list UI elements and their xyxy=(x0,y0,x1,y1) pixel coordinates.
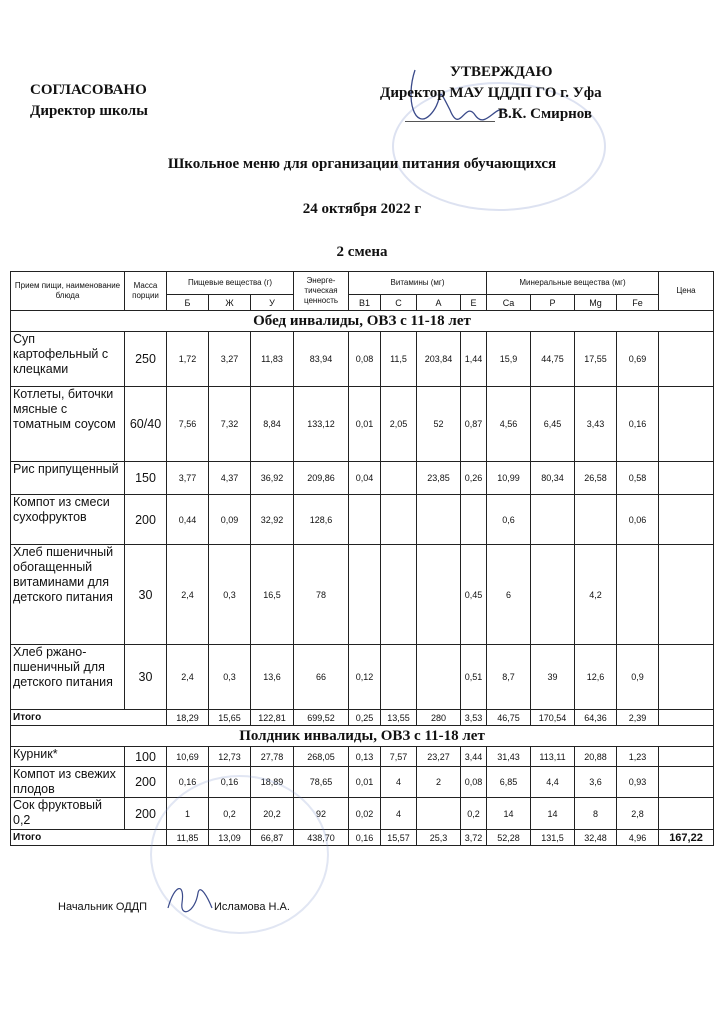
table-row xyxy=(11,462,714,495)
cell-zh: 12,73 xyxy=(209,747,251,767)
total-zh: 13,09 xyxy=(209,830,251,846)
cell-zh: 3,27 xyxy=(209,332,251,387)
cell-zh: 4,37 xyxy=(209,462,251,495)
dish-name: Рис припущенный xyxy=(11,462,125,495)
total-fe: 4,96 xyxy=(617,830,659,846)
table-row xyxy=(11,332,714,387)
table-row xyxy=(11,645,714,710)
cell-fe: 0,93 xyxy=(617,767,659,798)
cell-c: 4 xyxy=(381,798,417,830)
cell-fe: 0,06 xyxy=(617,495,659,545)
footer-name: Исламова Н.А. xyxy=(214,901,290,913)
cell-b: 2,4 xyxy=(167,545,209,645)
total-u: 122,81 xyxy=(251,710,294,726)
header-b: Б xyxy=(167,295,209,311)
cell-p xyxy=(531,495,575,545)
cell-c: 2,05 xyxy=(381,387,417,462)
approval-left-position: Директор школы xyxy=(30,103,148,119)
cell-p: 39 xyxy=(531,645,575,710)
cell-c xyxy=(381,462,417,495)
cell-a: 203,84 xyxy=(417,332,461,387)
cell-ca: 31,43 xyxy=(487,747,531,767)
cell-u: 8,84 xyxy=(251,387,294,462)
cell-energy: 128,6 xyxy=(294,495,349,545)
cell-b: 10,69 xyxy=(167,747,209,767)
cell-b1: 0,12 xyxy=(349,645,381,710)
cell-e: 3,44 xyxy=(461,747,487,767)
header-price: Цена xyxy=(659,272,714,311)
signature-head xyxy=(160,878,220,928)
cell-b1: 0,04 xyxy=(349,462,381,495)
cell-fe xyxy=(617,545,659,645)
cell-price xyxy=(659,767,714,798)
cell-mg xyxy=(575,495,617,545)
cell-a: 2 xyxy=(417,767,461,798)
cell-c xyxy=(381,495,417,545)
cell-price xyxy=(659,462,714,495)
total-ca: 52,28 xyxy=(487,830,531,846)
cell-price xyxy=(659,798,714,830)
total-row xyxy=(11,830,714,846)
cell-energy: 78 xyxy=(294,545,349,645)
cell-p: 113,11 xyxy=(531,747,575,767)
total-energy: 699,52 xyxy=(294,710,349,726)
dish-name: Хлеб ржано-пшеничный для детского питания xyxy=(11,645,125,710)
total-p: 170,54 xyxy=(531,710,575,726)
cell-u: 36,92 xyxy=(251,462,294,495)
cell-b1 xyxy=(349,495,381,545)
approval-right-name: В.К. Смирнов xyxy=(498,106,593,122)
cell-mg: 4,2 xyxy=(575,545,617,645)
cell-a xyxy=(417,495,461,545)
cell-fe: 0,9 xyxy=(617,645,659,710)
header-ca: Ca xyxy=(487,295,531,311)
cell-u: 16,5 xyxy=(251,545,294,645)
total-b1: 0,16 xyxy=(349,830,381,846)
approval-left xyxy=(30,80,148,122)
cell-fe: 1,23 xyxy=(617,747,659,767)
cell-e: 0,87 xyxy=(461,387,487,462)
cell-e: 1,44 xyxy=(461,332,487,387)
cell-p xyxy=(531,545,575,645)
total-row xyxy=(11,710,714,726)
total-mg: 64,36 xyxy=(575,710,617,726)
cell-a: 23,85 xyxy=(417,462,461,495)
cell-u: 11,83 xyxy=(251,332,294,387)
cell-mg: 17,55 xyxy=(575,332,617,387)
total-zh: 15,65 xyxy=(209,710,251,726)
portion-mass: 200 xyxy=(125,495,167,545)
portion-mass: 200 xyxy=(125,767,167,798)
header-mg: Mg xyxy=(575,295,617,311)
header-b1: В1 xyxy=(349,295,381,311)
table-row xyxy=(11,747,714,767)
cell-zh: 0,16 xyxy=(209,767,251,798)
table-row xyxy=(11,495,714,545)
portion-mass: 200 xyxy=(125,798,167,830)
total-b: 11,85 xyxy=(167,830,209,846)
menu-table xyxy=(10,271,714,846)
total-e: 3,72 xyxy=(461,830,487,846)
total-p: 131,5 xyxy=(531,830,575,846)
cell-price xyxy=(659,332,714,387)
portion-mass: 250 xyxy=(125,332,167,387)
cell-energy: 66 xyxy=(294,645,349,710)
cell-fe: 0,16 xyxy=(617,387,659,462)
header-minerals: Минеральные вещества (мг) xyxy=(487,272,659,295)
cell-b: 1 xyxy=(167,798,209,830)
cell-b: 0,16 xyxy=(167,767,209,798)
cell-price xyxy=(659,645,714,710)
cell-p: 4,4 xyxy=(531,767,575,798)
cell-c: 7,57 xyxy=(381,747,417,767)
cell-ca: 14 xyxy=(487,798,531,830)
total-b: 18,29 xyxy=(167,710,209,726)
cell-b1 xyxy=(349,545,381,645)
cell-zh: 7,32 xyxy=(209,387,251,462)
cell-a: 23,27 xyxy=(417,747,461,767)
cell-fe: 0,58 xyxy=(617,462,659,495)
dish-name: Курник* xyxy=(11,747,125,767)
cell-c xyxy=(381,545,417,645)
header-c: С xyxy=(381,295,417,311)
cell-b: 0,44 xyxy=(167,495,209,545)
cell-p: 44,75 xyxy=(531,332,575,387)
cell-u: 13,6 xyxy=(251,645,294,710)
cell-ca: 10,99 xyxy=(487,462,531,495)
cell-energy: 92 xyxy=(294,798,349,830)
cell-a: 52 xyxy=(417,387,461,462)
dish-name: Сок фруктовый 0,2 xyxy=(11,798,125,830)
table-row xyxy=(11,767,714,798)
cell-mg: 8 xyxy=(575,798,617,830)
cell-e: 0,26 xyxy=(461,462,487,495)
cell-b: 3,77 xyxy=(167,462,209,495)
cell-p: 14 xyxy=(531,798,575,830)
total-e: 3,53 xyxy=(461,710,487,726)
cell-e: 0,2 xyxy=(461,798,487,830)
cell-b: 2,4 xyxy=(167,645,209,710)
total-fe: 2,39 xyxy=(617,710,659,726)
approval-right-position: Директор МАУ ЦДДП ГО г. Уфа xyxy=(380,85,602,101)
cell-a xyxy=(417,645,461,710)
cell-zh: 0,2 xyxy=(209,798,251,830)
portion-mass: 30 xyxy=(125,645,167,710)
cell-b1: 0,01 xyxy=(349,387,381,462)
menu-date: 24 октября 2022 г xyxy=(302,201,422,217)
cell-b: 1,72 xyxy=(167,332,209,387)
cell-zh: 0,3 xyxy=(209,645,251,710)
total-energy: 438,70 xyxy=(294,830,349,846)
cell-energy: 268,05 xyxy=(294,747,349,767)
cell-u: 18,89 xyxy=(251,767,294,798)
dish-name: Компот из свежих плодов xyxy=(11,767,125,798)
portion-mass: 100 xyxy=(125,747,167,767)
cell-p: 80,34 xyxy=(531,462,575,495)
table-row xyxy=(11,545,714,645)
cell-e: 0,45 xyxy=(461,545,487,645)
cell-ca: 6,85 xyxy=(487,767,531,798)
cell-b1: 0,02 xyxy=(349,798,381,830)
cell-u: 20,2 xyxy=(251,798,294,830)
cell-mg: 3,43 xyxy=(575,387,617,462)
table-row xyxy=(11,798,714,830)
page-title: Школьное меню для организации питания обучающихся xyxy=(167,156,557,172)
footer-role: Начальник ОДДП xyxy=(58,901,148,913)
header-zh: Ж xyxy=(209,295,251,311)
dish-name: Котлеты, биточки мясные с томатным соусом xyxy=(11,387,125,462)
total-label: Итого xyxy=(11,830,167,846)
dish-name: Хлеб пшеничный обогащенный витаминами для детского питания xyxy=(11,545,125,645)
cell-ca: 15,9 xyxy=(487,332,531,387)
cell-a xyxy=(417,798,461,830)
signature-line xyxy=(405,121,495,122)
cell-p: 6,45 xyxy=(531,387,575,462)
cell-mg: 20,88 xyxy=(575,747,617,767)
header-a: А xyxy=(417,295,461,311)
header-nutrients: Пищевые вещества (г) xyxy=(167,272,294,295)
cell-u: 27,78 xyxy=(251,747,294,767)
section-title: Полдник инвалиды, ОВЗ с 11-18 лет xyxy=(11,726,714,747)
table-row xyxy=(11,387,714,462)
cell-fe: 2,8 xyxy=(617,798,659,830)
cell-c: 4 xyxy=(381,767,417,798)
cell-energy: 83,94 xyxy=(294,332,349,387)
approval-right xyxy=(380,62,710,125)
cell-mg: 26,58 xyxy=(575,462,617,495)
approval-left-title: СОГЛАСОВАНО xyxy=(30,82,147,98)
header-mass: Масса порции xyxy=(125,272,167,311)
cell-ca: 4,56 xyxy=(487,387,531,462)
cell-a xyxy=(417,545,461,645)
approval-right-title: УТВЕРЖДАЮ xyxy=(450,64,553,80)
portion-mass: 150 xyxy=(125,462,167,495)
cell-u: 32,92 xyxy=(251,495,294,545)
cell-energy: 209,86 xyxy=(294,462,349,495)
shift-label: 2 смена xyxy=(336,244,388,260)
header-e: Е xyxy=(461,295,487,311)
header-fe: Fe xyxy=(617,295,659,311)
section-title: Обед инвалиды, ОВЗ с 11-18 лет xyxy=(11,311,714,332)
header-vitamins: Витамины (мг) xyxy=(349,272,487,295)
cell-c: 11,5 xyxy=(381,332,417,387)
cell-b1: 0,01 xyxy=(349,767,381,798)
cell-b1: 0,08 xyxy=(349,332,381,387)
portion-mass: 30 xyxy=(125,545,167,645)
cell-zh: 0,09 xyxy=(209,495,251,545)
cell-ca: 6 xyxy=(487,545,531,645)
total-ca: 46,75 xyxy=(487,710,531,726)
cell-energy: 78,65 xyxy=(294,767,349,798)
cell-e xyxy=(461,495,487,545)
total-u: 66,87 xyxy=(251,830,294,846)
header-u: У xyxy=(251,295,294,311)
cell-zh: 0,3 xyxy=(209,545,251,645)
total-price xyxy=(659,710,714,726)
total-c: 15,57 xyxy=(381,830,417,846)
cell-fe: 0,69 xyxy=(617,332,659,387)
cell-ca: 8,7 xyxy=(487,645,531,710)
cell-ca: 0,6 xyxy=(487,495,531,545)
cell-e: 0,08 xyxy=(461,767,487,798)
cell-c xyxy=(381,645,417,710)
cell-b: 7,56 xyxy=(167,387,209,462)
total-c: 13,55 xyxy=(381,710,417,726)
cell-price xyxy=(659,545,714,645)
cell-b1: 0,13 xyxy=(349,747,381,767)
total-b1: 0,25 xyxy=(349,710,381,726)
cell-price xyxy=(659,387,714,462)
cell-price xyxy=(659,495,714,545)
cell-mg: 3,6 xyxy=(575,767,617,798)
total-price: 167,22 xyxy=(659,830,714,846)
portion-mass: 60/40 xyxy=(125,387,167,462)
cell-price xyxy=(659,747,714,767)
dish-name: Компот из смеси сухофруктов xyxy=(11,495,125,545)
dish-name: Суп картофельный с клецками xyxy=(11,332,125,387)
header-p: P xyxy=(531,295,575,311)
header-energy: Энерге-тическая ценность xyxy=(294,272,349,311)
cell-mg: 12,6 xyxy=(575,645,617,710)
total-a: 280 xyxy=(417,710,461,726)
total-label: Итого xyxy=(11,710,167,726)
cell-energy: 133,12 xyxy=(294,387,349,462)
total-mg: 32,48 xyxy=(575,830,617,846)
header-meal: Прием пищи, наименование блюда xyxy=(11,272,125,311)
total-a: 25,3 xyxy=(417,830,461,846)
cell-e: 0,51 xyxy=(461,645,487,710)
